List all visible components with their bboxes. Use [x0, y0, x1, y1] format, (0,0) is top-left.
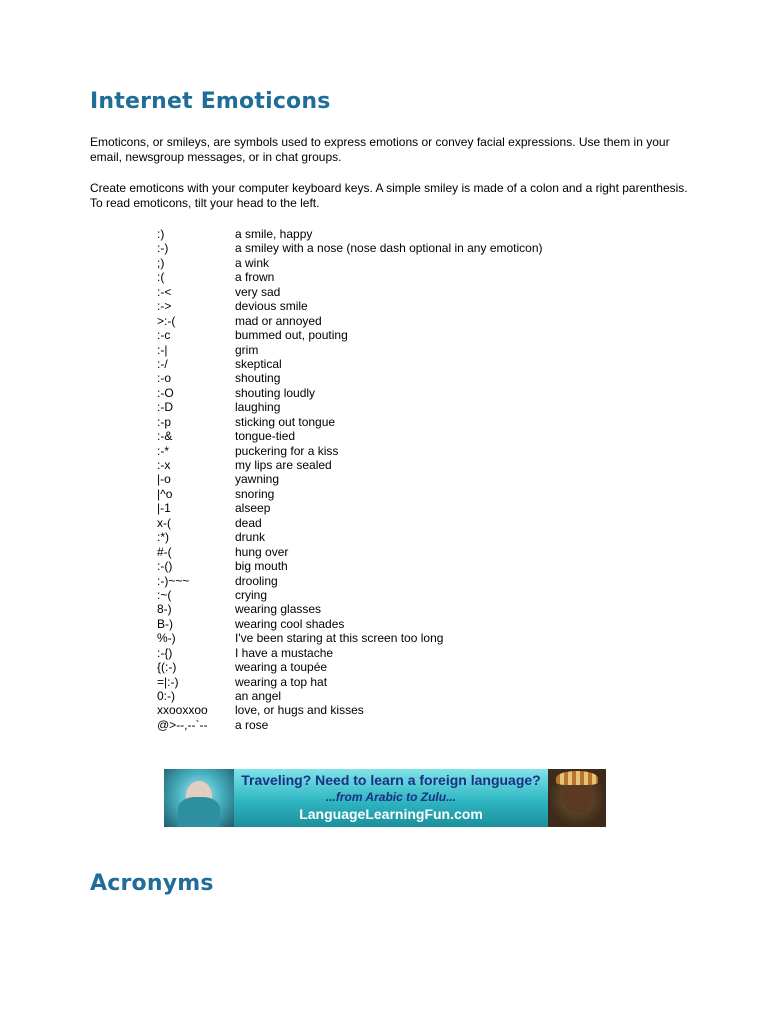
emoticon-row — [157, 415, 637, 429]
banner-headline: Traveling? Need to learn a foreign language? — [241, 772, 541, 788]
emoticon-meaning: love, or hugs and kisses — [235, 703, 364, 718]
emoticon-row — [157, 617, 637, 631]
emoticon-row — [157, 314, 637, 328]
emoticon-symbol: :*) — [157, 530, 169, 545]
emoticon-meaning: wearing a top hat — [235, 674, 328, 689]
emoticon-symbol: :-> — [157, 299, 172, 314]
emoticon-meaning: an angel — [235, 689, 282, 703]
emoticon-meaning: wearing cool shades — [235, 616, 345, 631]
emoticon-meaning: alseep — [235, 501, 271, 516]
emoticon-row — [157, 516, 637, 530]
emoticon-meaning: grim — [235, 342, 259, 357]
emoticon-row — [157, 574, 637, 588]
veil-shape — [178, 797, 220, 827]
emoticon-meaning: mad or annoyed — [235, 313, 322, 328]
emoticon-symbol: :) — [157, 227, 165, 241]
emoticon-meaning: tongue-tied — [235, 429, 296, 444]
emoticon-meaning: yawning — [235, 472, 280, 487]
emoticon-symbol: B-) — [157, 616, 173, 631]
emoticon-symbol: :~( — [157, 587, 172, 602]
emoticon-symbol: xxooxxoo — [157, 703, 208, 718]
emoticon-list — [157, 227, 637, 732]
tribal-chief-image — [548, 769, 606, 827]
emoticon-row — [157, 487, 637, 501]
emoticon-meaning: a rose — [235, 717, 269, 732]
veiled-woman-image — [164, 769, 234, 827]
emoticon-row — [157, 357, 637, 371]
emoticon-meaning: I've been staring at this screen too long — [235, 631, 444, 646]
emoticon-meaning: drunk — [235, 530, 266, 545]
emoticon-meaning: wearing glasses — [235, 602, 322, 617]
emoticon-row — [157, 227, 637, 241]
emoticon-meaning: snoring — [235, 486, 275, 501]
emoticon-symbol: #-( — [157, 544, 172, 559]
emoticon-symbol: >:-( — [157, 313, 176, 328]
emoticon-symbol: |^o — [157, 486, 173, 501]
emoticon-row — [157, 400, 637, 414]
emoticon-meaning: bummed out, pouting — [235, 328, 348, 343]
emoticon-symbol: ;) — [157, 255, 165, 270]
emoticon-row — [157, 371, 637, 385]
emoticon-symbol: x-( — [157, 515, 171, 530]
emoticon-row — [157, 386, 637, 400]
emoticon-row — [157, 472, 637, 486]
emoticon-meaning: sticking out tongue — [235, 414, 336, 429]
emoticon-meaning: a frown — [235, 270, 275, 285]
emoticon-row — [157, 328, 637, 342]
emoticon-meaning: wearing a toupée — [235, 660, 328, 675]
emoticon-symbol: :-p — [157, 414, 172, 429]
language-learning-ad-banner[interactable] — [164, 769, 606, 827]
emoticon-symbol: :-/ — [157, 356, 168, 371]
emoticon-symbol: :( — [157, 270, 165, 285]
emoticon-symbol: :-x — [157, 458, 171, 472]
emoticon-meaning: a smiley with a nose (nose dash optional in any emoticon) — [235, 241, 543, 256]
emoticon-symbol: :-)~~~ — [157, 573, 190, 588]
emoticon-meaning: hung over — [235, 544, 289, 559]
emoticon-meaning: very sad — [235, 284, 281, 299]
emoticon-symbol: 0:-) — [157, 689, 175, 703]
emoticon-symbol: :-< — [157, 284, 172, 299]
emoticon-symbol: :-() — [157, 559, 173, 574]
emoticon-row — [157, 285, 637, 299]
intro-paragraph-2: Create emoticons with your computer keyboard keys. A simple smiley is made of a colon and a right parenthesis. To read emoticons, tilt your head to the left. — [90, 181, 688, 210]
intro-paragraph-1: Emoticons, or smileys, are symbols used to express emotions or convey facial expressions. Use them in your email, newsgroup messages, or in chat groups. — [90, 135, 670, 164]
emoticon-row — [157, 703, 637, 717]
emoticon-meaning: a wink — [235, 255, 270, 270]
emoticon-symbol: :-& — [157, 429, 173, 444]
emoticon-symbol: :-D — [157, 400, 173, 415]
emoticon-meaning: laughing — [235, 400, 281, 415]
emoticon-row — [157, 588, 637, 602]
emoticon-symbol: {(:-) — [157, 660, 177, 675]
emoticon-symbol: :-* — [157, 443, 169, 458]
emoticon-row — [157, 545, 637, 559]
emoticon-symbol: :-| — [157, 342, 168, 357]
emoticon-meaning: I have a mustache — [235, 645, 334, 660]
emoticon-row — [157, 559, 637, 573]
emoticon-row — [157, 343, 637, 357]
emoticon-meaning: dead — [235, 515, 262, 530]
page-title: Internet Emoticons — [90, 89, 331, 114]
emoticon-meaning: shouting loudly — [235, 385, 316, 400]
chief-headdress-shape — [556, 771, 598, 785]
emoticon-row — [157, 530, 637, 544]
emoticon-symbol: |-o — [157, 472, 171, 487]
emoticon-meaning: a smile, happy — [235, 227, 313, 241]
emoticon-row — [157, 256, 637, 270]
emoticon-row — [157, 718, 637, 732]
emoticon-row — [157, 299, 637, 313]
emoticon-meaning: shouting — [235, 371, 281, 386]
emoticon-symbol: %-) — [157, 631, 176, 646]
emoticon-meaning: my lips are sealed — [235, 458, 332, 472]
emoticon-meaning: big mouth — [235, 559, 288, 574]
emoticon-meaning: drooling — [235, 573, 278, 588]
emoticon-row — [157, 646, 637, 660]
emoticon-row — [157, 602, 637, 616]
emoticon-row — [157, 444, 637, 458]
emoticon-row — [157, 631, 637, 645]
emoticon-row — [157, 660, 637, 674]
emoticon-symbol: :-) — [157, 241, 169, 256]
emoticon-symbol: @>--,--`-- — [157, 717, 208, 732]
emoticon-row — [157, 689, 637, 703]
acronyms-heading: Acronyms — [90, 871, 214, 896]
emoticon-meaning: devious smile — [235, 299, 308, 314]
emoticon-row — [157, 675, 637, 689]
emoticon-symbol: :-{) — [157, 645, 173, 660]
emoticon-row — [157, 458, 637, 472]
emoticon-symbol: 8-) — [157, 602, 172, 617]
emoticon-meaning: skeptical — [235, 356, 282, 371]
banner-url[interactable]: LanguageLearningFun.com — [299, 806, 483, 822]
banner-subline: ...from Arabic to Zulu... — [325, 790, 457, 804]
emoticon-meaning: puckering for a kiss — [235, 443, 339, 458]
emoticon-symbol: :-c — [157, 328, 171, 343]
emoticon-symbol: :-o — [157, 371, 172, 386]
emoticon-row — [157, 501, 637, 515]
emoticon-symbol: =|:-) — [157, 674, 179, 689]
emoticon-row — [157, 241, 637, 255]
emoticon-symbol: :-O — [157, 385, 174, 400]
emoticon-row — [157, 429, 637, 443]
emoticon-meaning: crying — [235, 587, 268, 602]
emoticon-row — [157, 270, 637, 284]
emoticon-symbol: |-1 — [157, 501, 171, 516]
banner-text — [234, 771, 548, 823]
